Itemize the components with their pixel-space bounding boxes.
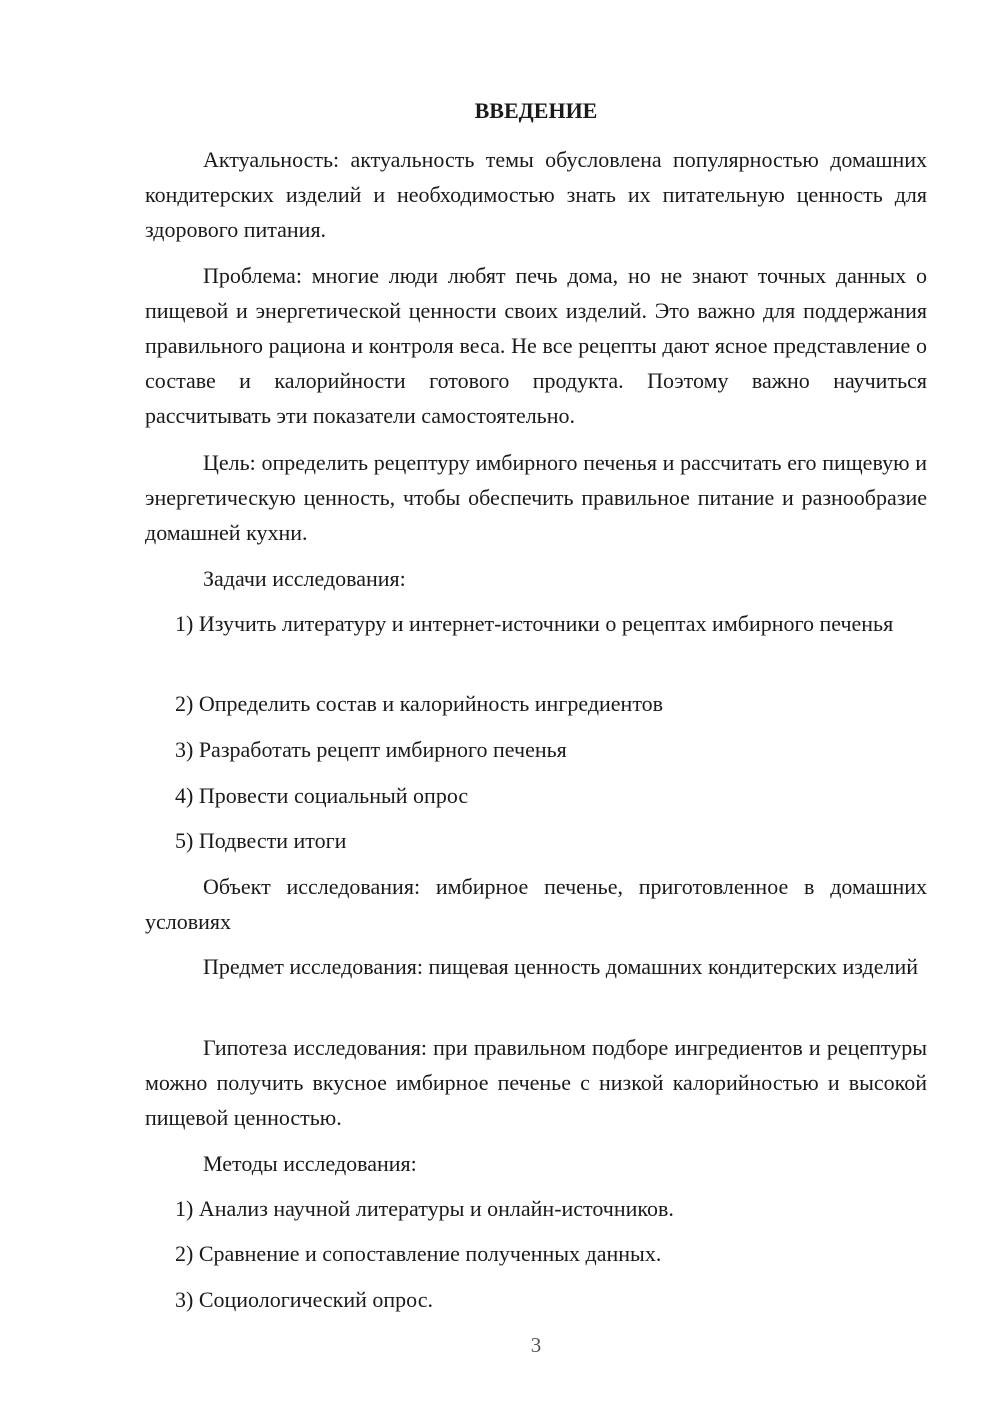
paragraph-goal: Цель: определить рецептуру имбирного печенья и рассчитать его пищевую и энергетическую ценность, чтобы обеспечить правильное питание и разнообразие домашней кухни.	[145, 450, 927, 545]
method-item-3: 3) Социологический опрос.	[175, 1287, 433, 1312]
page-number: 3	[530, 1333, 542, 1357]
paragraph-subject: Предмет исследования: пищевая ценность домашних кондитерских изделий	[203, 954, 918, 979]
task-item-4: 4) Провести социальный опрос	[175, 783, 469, 808]
paragraph-relevance: Актуальность: актуальность темы обусловлена популярностью домашних кондитерских изделий и необходимостью знать их питательную ценность для здорового питания.	[145, 147, 927, 242]
paragraph-object: Объект исследования: имбирное печенье, приготовленное в домашних условиях	[145, 874, 927, 934]
tasks-heading: Задачи исследования:	[203, 566, 406, 591]
paragraph-hypothesis: Гипотеза исследования: при правильном подборе ингредиентов и рецептуры можно получить вкусное имбирное печенье с низкой калорийностью и высокой пищевой ценностью.	[145, 1035, 927, 1130]
task-item-3: 3) Разработать рецепт имбирного печенья	[175, 737, 567, 762]
task-item-2: 2) Определить состав и калорийность ингредиентов	[175, 691, 664, 716]
page-title: ВВЕДЕНИЕ	[474, 98, 598, 123]
methods-heading: Методы исследования:	[203, 1151, 417, 1176]
paragraph-problem: Проблема: многие люди любят печь дома, но не знают точных данных о пищевой и энергетической ценности своих изделий. Это важно для поддержания правильного рациона и контроля веса. Не все рецепты дают ясное представление о составе и калорийности готового продукта. Поэтому важно научиться рассчитывать эти показатели самостоятельно.	[145, 263, 927, 428]
method-item-1: 1) Анализ научной литературы и онлайн-источников.	[175, 1196, 674, 1221]
task-item-1: 1) Изучить литературу и интернет-источники о рецептах имбирного печенья	[175, 611, 894, 636]
method-item-2: 2) Сравнение и сопоставление полученных данных.	[175, 1241, 662, 1266]
task-item-5: 5) Подвести итоги	[175, 828, 347, 853]
